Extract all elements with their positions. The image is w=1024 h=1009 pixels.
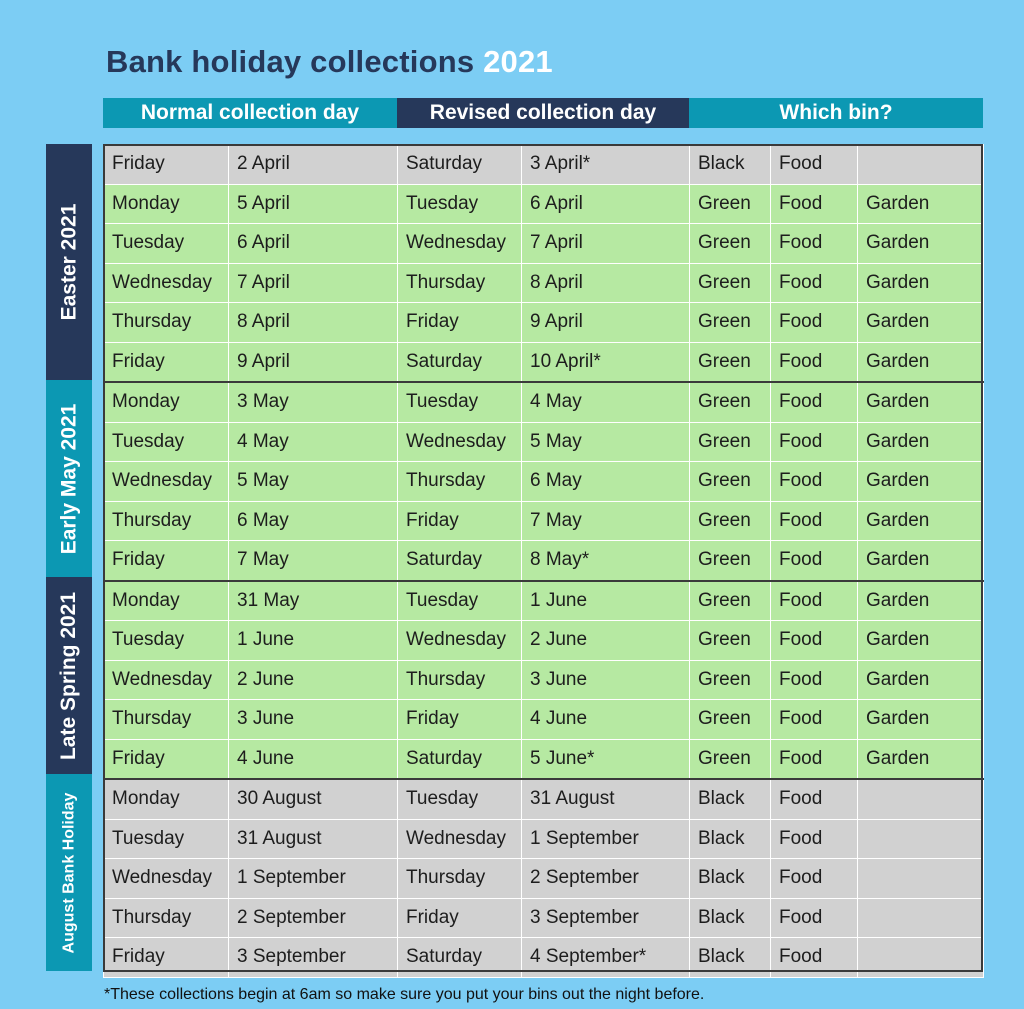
bin-cell: Garden	[858, 224, 984, 264]
revised-day-cell: Friday	[398, 700, 522, 740]
bin-cell: Food	[771, 462, 858, 502]
revised-date-cell: 10 April*	[522, 342, 690, 382]
title-text: Bank holiday collections	[106, 44, 475, 79]
table-row	[104, 621, 984, 661]
table-row	[104, 541, 984, 581]
header-which-bin: Which bin?	[689, 98, 983, 128]
revised-date-cell: 8 April	[522, 263, 690, 303]
revised-day-cell: Saturday	[398, 541, 522, 581]
revised-date-cell: 4 May	[522, 382, 690, 422]
normal-day-cell: Wednesday	[104, 462, 229, 502]
bin-cell: Green	[690, 342, 771, 382]
bin-cell: Green	[690, 581, 771, 621]
normal-day-cell: Wednesday	[104, 660, 229, 700]
normal-day-cell: Thursday	[104, 700, 229, 740]
bin-cell: Food	[771, 263, 858, 303]
normal-day-cell: Monday	[104, 581, 229, 621]
bin-cell: Green	[690, 621, 771, 661]
bin-cell: Green	[690, 739, 771, 779]
normal-date-cell: 4 May	[229, 422, 398, 462]
section-label-late-spring-text: Late Spring 2021	[57, 591, 80, 760]
bin-cell: Food	[771, 145, 858, 185]
bin-cell: Garden	[858, 382, 984, 422]
bin-cell: Food	[771, 184, 858, 224]
revised-date-cell: 1 June	[522, 581, 690, 621]
normal-day-cell: Monday	[104, 382, 229, 422]
bin-cell: Black	[690, 898, 771, 938]
revised-day-cell: Friday	[398, 501, 522, 541]
page-title	[106, 44, 553, 80]
bin-cell	[858, 145, 984, 185]
bin-cell: Food	[771, 700, 858, 740]
table-row	[104, 462, 984, 502]
revised-date-cell: 2 September	[522, 859, 690, 899]
normal-date-cell: 1 September	[229, 859, 398, 899]
revised-day-cell: Thursday	[398, 660, 522, 700]
bin-cell	[858, 859, 984, 899]
bin-cell: Food	[771, 739, 858, 779]
bin-cell: Food	[771, 621, 858, 661]
table-row	[104, 145, 984, 185]
normal-day-cell: Friday	[104, 739, 229, 779]
revised-date-cell: 3 June	[522, 660, 690, 700]
bin-cell: Garden	[858, 660, 984, 700]
normal-date-cell: 30 August	[229, 779, 398, 819]
revised-date-cell: 8 May*	[522, 541, 690, 581]
collections-table-body	[104, 145, 984, 978]
normal-day-cell: Monday	[104, 779, 229, 819]
bin-cell: Green	[690, 700, 771, 740]
revised-date-cell: 5 May	[522, 422, 690, 462]
bin-cell: Black	[690, 938, 771, 978]
table-row	[104, 700, 984, 740]
normal-day-cell: Wednesday	[104, 859, 229, 899]
revised-date-cell: 3 September	[522, 898, 690, 938]
bin-cell: Garden	[858, 621, 984, 661]
bin-cell: Garden	[858, 422, 984, 462]
revised-date-cell: 5 June*	[522, 739, 690, 779]
normal-date-cell: 5 April	[229, 184, 398, 224]
bin-cell: Black	[690, 779, 771, 819]
bin-cell: Food	[771, 898, 858, 938]
revised-day-cell: Tuesday	[398, 382, 522, 422]
revised-day-cell: Tuesday	[398, 581, 522, 621]
table-row	[104, 898, 984, 938]
table-row	[104, 779, 984, 819]
footnote: *These collections begin at 6am so make sure you put your bins out the night before.	[104, 986, 705, 1003]
normal-date-cell: 3 May	[229, 382, 398, 422]
table-row	[104, 859, 984, 899]
table-row	[104, 819, 984, 859]
table-row	[104, 739, 984, 779]
normal-date-cell: 8 April	[229, 303, 398, 343]
normal-day-cell: Friday	[104, 541, 229, 581]
revised-day-cell: Wednesday	[398, 819, 522, 859]
normal-date-cell: 31 May	[229, 581, 398, 621]
bin-cell: Garden	[858, 342, 984, 382]
revised-day-cell: Friday	[398, 303, 522, 343]
table-row	[104, 581, 984, 621]
normal-date-cell: 4 June	[229, 739, 398, 779]
bin-cell: Green	[690, 263, 771, 303]
bin-cell: Garden	[858, 462, 984, 502]
bin-cell: Food	[771, 541, 858, 581]
normal-date-cell: 9 April	[229, 342, 398, 382]
section-label-easter-text: Easter 2021	[57, 203, 81, 321]
normal-date-cell: 31 August	[229, 819, 398, 859]
revised-date-cell: 7 May	[522, 501, 690, 541]
normal-date-cell: 7 April	[229, 263, 398, 303]
section-label-early-may-text: Early May 2021	[57, 403, 81, 554]
bin-cell: Green	[690, 382, 771, 422]
revised-date-cell: 1 September	[522, 819, 690, 859]
normal-date-cell: 5 May	[229, 462, 398, 502]
table-row	[104, 501, 984, 541]
normal-date-cell: 3 September	[229, 938, 398, 978]
bin-cell	[858, 898, 984, 938]
header-revised-collection-day: Revised collection day	[397, 98, 689, 128]
bin-cell: Green	[690, 184, 771, 224]
bin-cell: Garden	[858, 184, 984, 224]
table-row	[104, 342, 984, 382]
bin-cell: Food	[771, 938, 858, 978]
table-row	[104, 938, 984, 978]
bin-cell: Green	[690, 462, 771, 502]
bin-cell: Food	[771, 382, 858, 422]
normal-date-cell: 7 May	[229, 541, 398, 581]
normal-day-cell: Thursday	[104, 898, 229, 938]
bin-cell: Green	[690, 224, 771, 264]
revised-date-cell: 4 September*	[522, 938, 690, 978]
revised-date-cell: 7 April	[522, 224, 690, 264]
bin-cell: Green	[690, 541, 771, 581]
bin-cell: Food	[771, 581, 858, 621]
bin-cell: Garden	[858, 541, 984, 581]
revised-day-cell: Saturday	[398, 145, 522, 185]
revised-date-cell: 4 June	[522, 700, 690, 740]
normal-day-cell: Thursday	[104, 303, 229, 343]
section-label-easter	[46, 144, 92, 380]
collections-table	[103, 144, 984, 978]
revised-date-cell: 31 August	[522, 779, 690, 819]
bin-cell: Green	[690, 422, 771, 462]
revised-date-cell: 2 June	[522, 621, 690, 661]
revised-day-cell: Wednesday	[398, 422, 522, 462]
normal-day-cell: Wednesday	[104, 263, 229, 303]
bin-cell: Garden	[858, 700, 984, 740]
bin-cell: Food	[771, 303, 858, 343]
bin-cell: Food	[771, 819, 858, 859]
section-label-early-may	[46, 380, 92, 577]
bin-cell: Food	[771, 660, 858, 700]
revised-day-cell: Saturday	[398, 342, 522, 382]
bin-cell: Food	[771, 224, 858, 264]
bin-cell: Food	[771, 859, 858, 899]
revised-day-cell: Tuesday	[398, 184, 522, 224]
revised-day-cell: Saturday	[398, 938, 522, 978]
normal-date-cell: 2 June	[229, 660, 398, 700]
bin-cell: Garden	[858, 263, 984, 303]
normal-day-cell: Friday	[104, 938, 229, 978]
bin-cell: Green	[690, 660, 771, 700]
bin-cell	[858, 819, 984, 859]
bin-cell: Green	[690, 501, 771, 541]
section-label-late-spring	[46, 577, 92, 774]
normal-day-cell: Tuesday	[104, 224, 229, 264]
bin-cell: Food	[771, 422, 858, 462]
normal-day-cell: Tuesday	[104, 819, 229, 859]
bin-cell: Garden	[858, 739, 984, 779]
section-label-august-bank-holiday	[46, 774, 92, 971]
bin-cell: Food	[771, 342, 858, 382]
revised-day-cell: Thursday	[398, 462, 522, 502]
normal-date-cell: 6 April	[229, 224, 398, 264]
bin-cell	[858, 938, 984, 978]
table-row	[104, 224, 984, 264]
normal-day-cell: Monday	[104, 184, 229, 224]
bin-cell: Garden	[858, 303, 984, 343]
normal-day-cell: Tuesday	[104, 621, 229, 661]
normal-date-cell: 1 June	[229, 621, 398, 661]
revised-date-cell: 9 April	[522, 303, 690, 343]
table-row	[104, 382, 984, 422]
bin-cell: Garden	[858, 501, 984, 541]
revised-date-cell: 6 April	[522, 184, 690, 224]
title-year: 2021	[483, 44, 553, 79]
table-row	[104, 303, 984, 343]
bin-cell	[858, 779, 984, 819]
revised-day-cell: Wednesday	[398, 224, 522, 264]
normal-date-cell: 2 April	[229, 145, 398, 185]
section-label-august-bank-holiday-text: August Bank Holiday	[60, 792, 77, 953]
normal-day-cell: Tuesday	[104, 422, 229, 462]
normal-day-cell: Friday	[104, 145, 229, 185]
revised-day-cell: Wednesday	[398, 621, 522, 661]
revised-day-cell: Friday	[398, 898, 522, 938]
normal-day-cell: Thursday	[104, 501, 229, 541]
normal-day-cell: Friday	[104, 342, 229, 382]
revised-date-cell: 3 April*	[522, 145, 690, 185]
table-row	[104, 660, 984, 700]
normal-date-cell: 6 May	[229, 501, 398, 541]
revised-date-cell: 6 May	[522, 462, 690, 502]
revised-day-cell: Tuesday	[398, 779, 522, 819]
bin-cell: Black	[690, 859, 771, 899]
table-row	[104, 263, 984, 303]
revised-day-cell: Thursday	[398, 859, 522, 899]
bin-cell: Food	[771, 501, 858, 541]
bin-cell: Green	[690, 303, 771, 343]
table-row	[104, 422, 984, 462]
bin-cell: Garden	[858, 581, 984, 621]
header-normal-collection-day: Normal collection day	[103, 98, 397, 128]
revised-day-cell: Saturday	[398, 739, 522, 779]
revised-day-cell: Thursday	[398, 263, 522, 303]
normal-date-cell: 3 June	[229, 700, 398, 740]
table-row	[104, 184, 984, 224]
bin-cell: Black	[690, 145, 771, 185]
bin-cell: Black	[690, 819, 771, 859]
normal-date-cell: 2 September	[229, 898, 398, 938]
bin-cell: Food	[771, 779, 858, 819]
